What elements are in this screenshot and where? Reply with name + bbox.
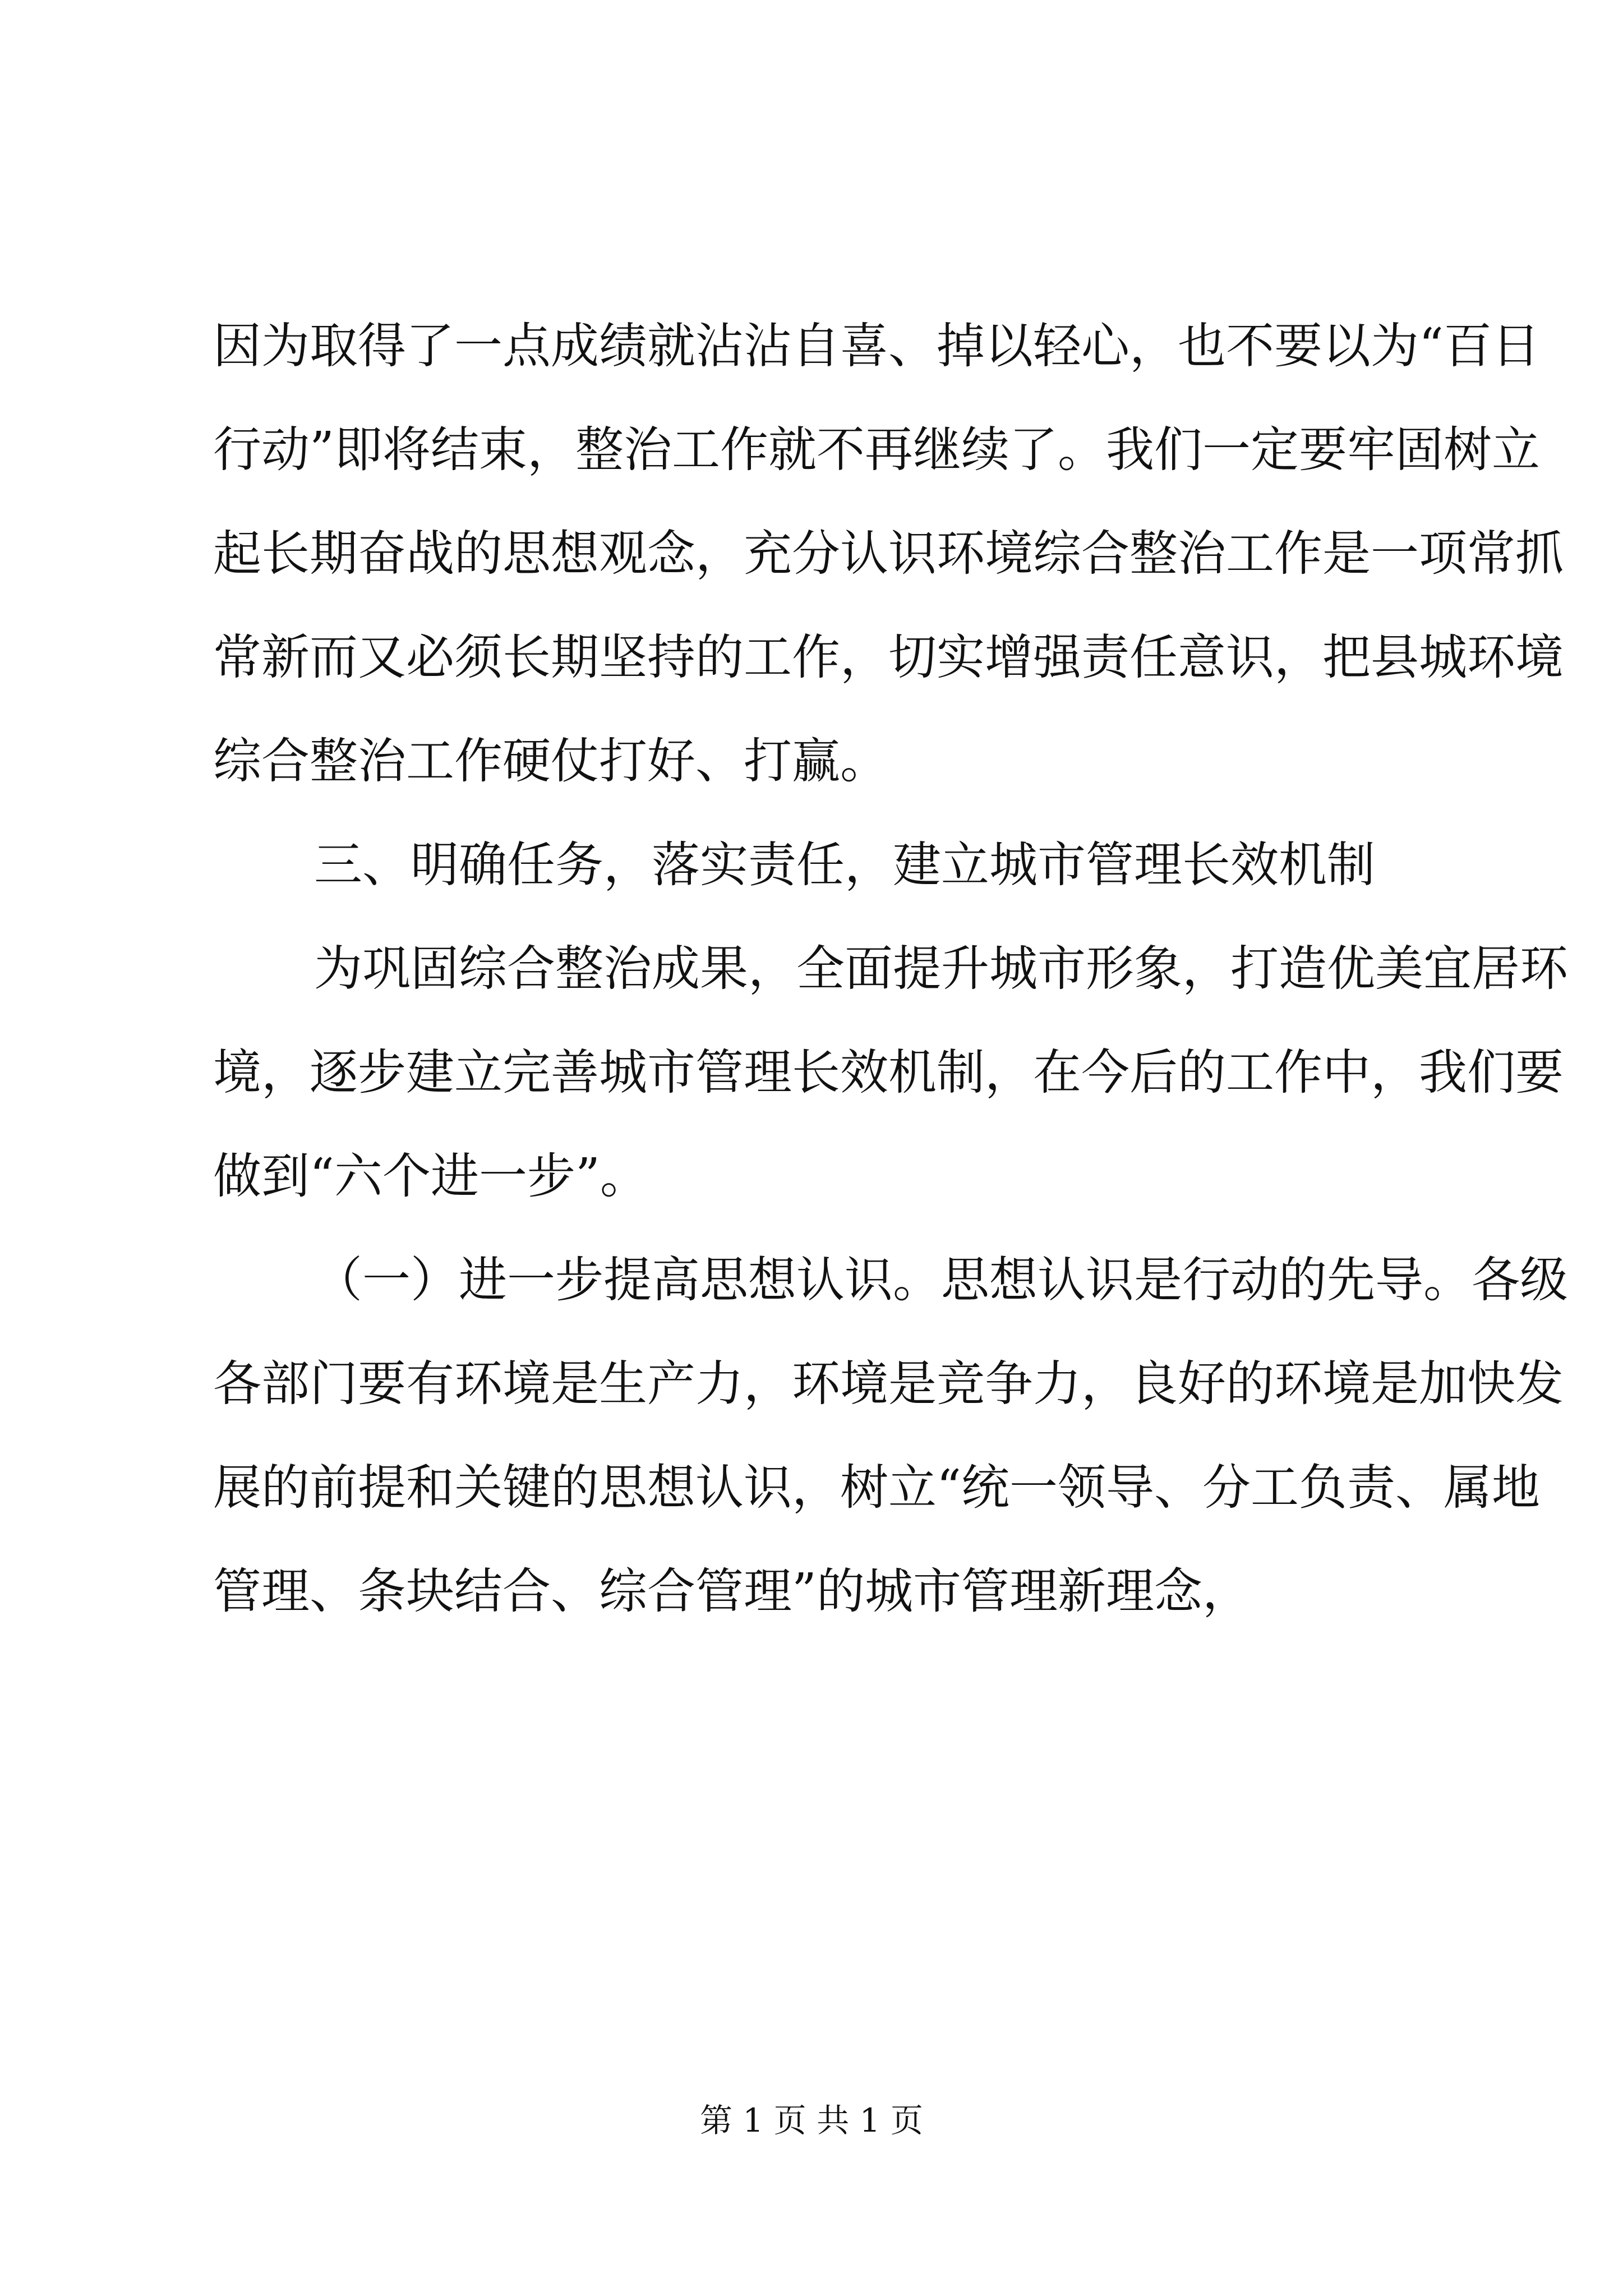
paragraph-line: 因为取得了一点成绩就沾沾自喜、掉以轻心，也不要以为“百日 bbox=[213, 318, 1540, 374]
document-body bbox=[213, 295, 1568, 1644]
paragraph-line: 做到“六个进一步”。 bbox=[213, 1148, 648, 1204]
paragraph-line: 为巩固综合整治成果，全面提升城市形象，打造优美宜居环 bbox=[314, 941, 1568, 997]
paragraph-line: （一）进一步提高思想认识。思想认识是行动的先导。各级 bbox=[314, 1252, 1568, 1308]
section-heading: 三、明确任务，落实责任，建立城市管理长效机制 bbox=[314, 837, 1375, 893]
paragraph-line: 展的前提和关键的思想认识，树立“统一领导、分工负责、属地 bbox=[213, 1460, 1540, 1516]
paragraph-line: 综合整治工作硬仗打好、打赢。 bbox=[213, 733, 888, 789]
paragraph-line: 管理、条块结合、综合管理”的城市管理新理念， bbox=[213, 1563, 1251, 1619]
paragraph-line: 常新而又必须长期坚持的工作，切实增强责任意识，把县城环境 bbox=[213, 629, 1564, 685]
paragraph-line: 境，逐步建立完善城市管理长效机制，在今后的工作中，我们要 bbox=[213, 1045, 1564, 1101]
paragraph-line: 各部门要有环境是生产力，环境是竞争力，良好的环境是加快发 bbox=[213, 1356, 1564, 1412]
page-footer: 第 1 页 共 1 页 bbox=[700, 2101, 923, 2139]
paragraph-line: 行动”即将结束，整治工作就不再继续了。我们一定要牢固树立 bbox=[213, 422, 1540, 478]
paragraph-line: 起长期奋战的思想观念，充分认识环境综合整治工作是一项常抓 bbox=[213, 526, 1564, 582]
